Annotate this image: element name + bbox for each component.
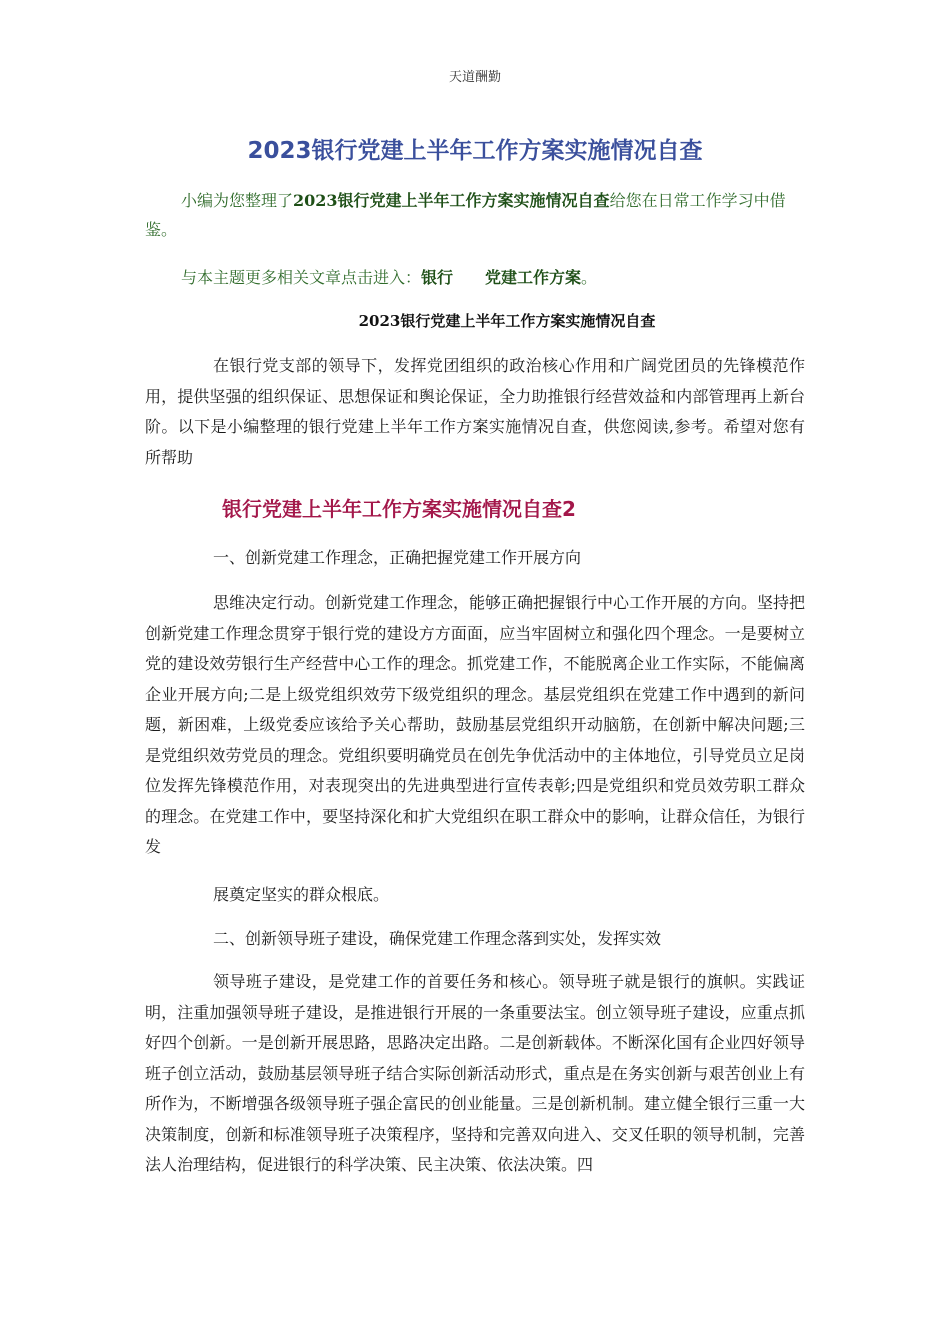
page-title: 2023银行党建上半年工作方案实施情况自查	[247, 138, 703, 164]
header-note: 天道酬勤	[448, 70, 501, 85]
intro-before: 小编为您整理了	[181, 191, 294, 210]
section-heading: 银行党建上半年工作方案实施情况自查2	[222, 497, 576, 521]
subheading-1: 一、创新党建工作理念，正确把握党建工作开展方向	[213, 548, 582, 567]
intro-paragraph	[145, 186, 805, 244]
paragraph-concepts: 思维决定行动。创新党建工作理念，能够正确把握银行中心工作开展的方向。坚持把创新党建工作理念贯穿于银行党的建设方方面面，应当牢固树立和强化四个理念。一是要树立党的建设效劳银行生产经营中心工作的理念。抓党建工作，不能脱离企业工作实际，不能偏离企业开展方向;二是上级党组织效劳下级党组织的理念。基层党组织在党建工作中遇到的新问题，新困难，上级党委应该给予关心帮助，鼓励基层党组织开动脑筋，在创新中解决问题;三是党组织效劳党员的理念。党组织要明确党员在创先争优活动中的主体地位，引导党员立足岗位发挥先锋模范作用，对表现突出的先进典型进行宣传表彰;四是党组织和党员效劳职工群众的理念。在党建工作中，要坚持深化和扩大党组织在职工群众中的影响，让群众信任，为银行发	[145, 593, 806, 856]
related-prefix: 与本主题更多相关文章点击进入：	[181, 268, 422, 287]
related-links	[181, 264, 597, 292]
related-link-party-work[interactable]: 党建工作方案	[485, 268, 582, 287]
paragraph-leadership: 领导班子建设，是党建工作的首要任务和核心。领导班子就是银行的旗帜。实践证明，注重加强领导班子建设，是推进银行开展的一条重要法宝。创立领导班子建设，应重点抓好四个创新。一是创新开展思路，思路决定出路。二是创新载体。不断深化国有企业四好领导班子创立活动，鼓励基层领导班子结合实际创新活动形式，重点是在务实创新与艰苦创业上有所作为，不断增强各级领导班子强企富民的创业能量。三是创新机制。建立健全银行三重一大决策制度，创新和标准领导班子决策程序，坚持和完善双向进入、交叉任职的领导机制，完善法人治理结构，促进银行的科学决策、民主决策、依法决策。四	[145, 972, 805, 1174]
intro-after: 给您在日常工作学习中借鉴。	[145, 191, 786, 239]
subheading-2: 二、创新领导班子建设，确保党建工作理念落到实处，发挥实效	[213, 929, 662, 948]
paragraph-foundation: 展奠定坚实的群众根底。	[213, 885, 390, 904]
related-link-bank[interactable]: 银行	[421, 268, 454, 287]
article-subtitle: 2023银行党建上半年工作方案实施情况自查	[358, 312, 656, 330]
intro-bold-title: 2023银行党建上半年工作方案实施情况自查	[293, 191, 610, 210]
paragraph-intro: 在银行党支部的领导下，发挥党团组织的政治核心作用和广阔党团员的先锋模范作用，提供坚强的组织保证、思想保证和舆论保证，全力助推银行经营效益和内部管理再上新台阶。以下是小编整理的银行党建上半年工作方案实施情况自查，供您阅读,参考。希望对您有所帮助	[145, 356, 805, 467]
related-suffix: 。	[581, 268, 598, 287]
